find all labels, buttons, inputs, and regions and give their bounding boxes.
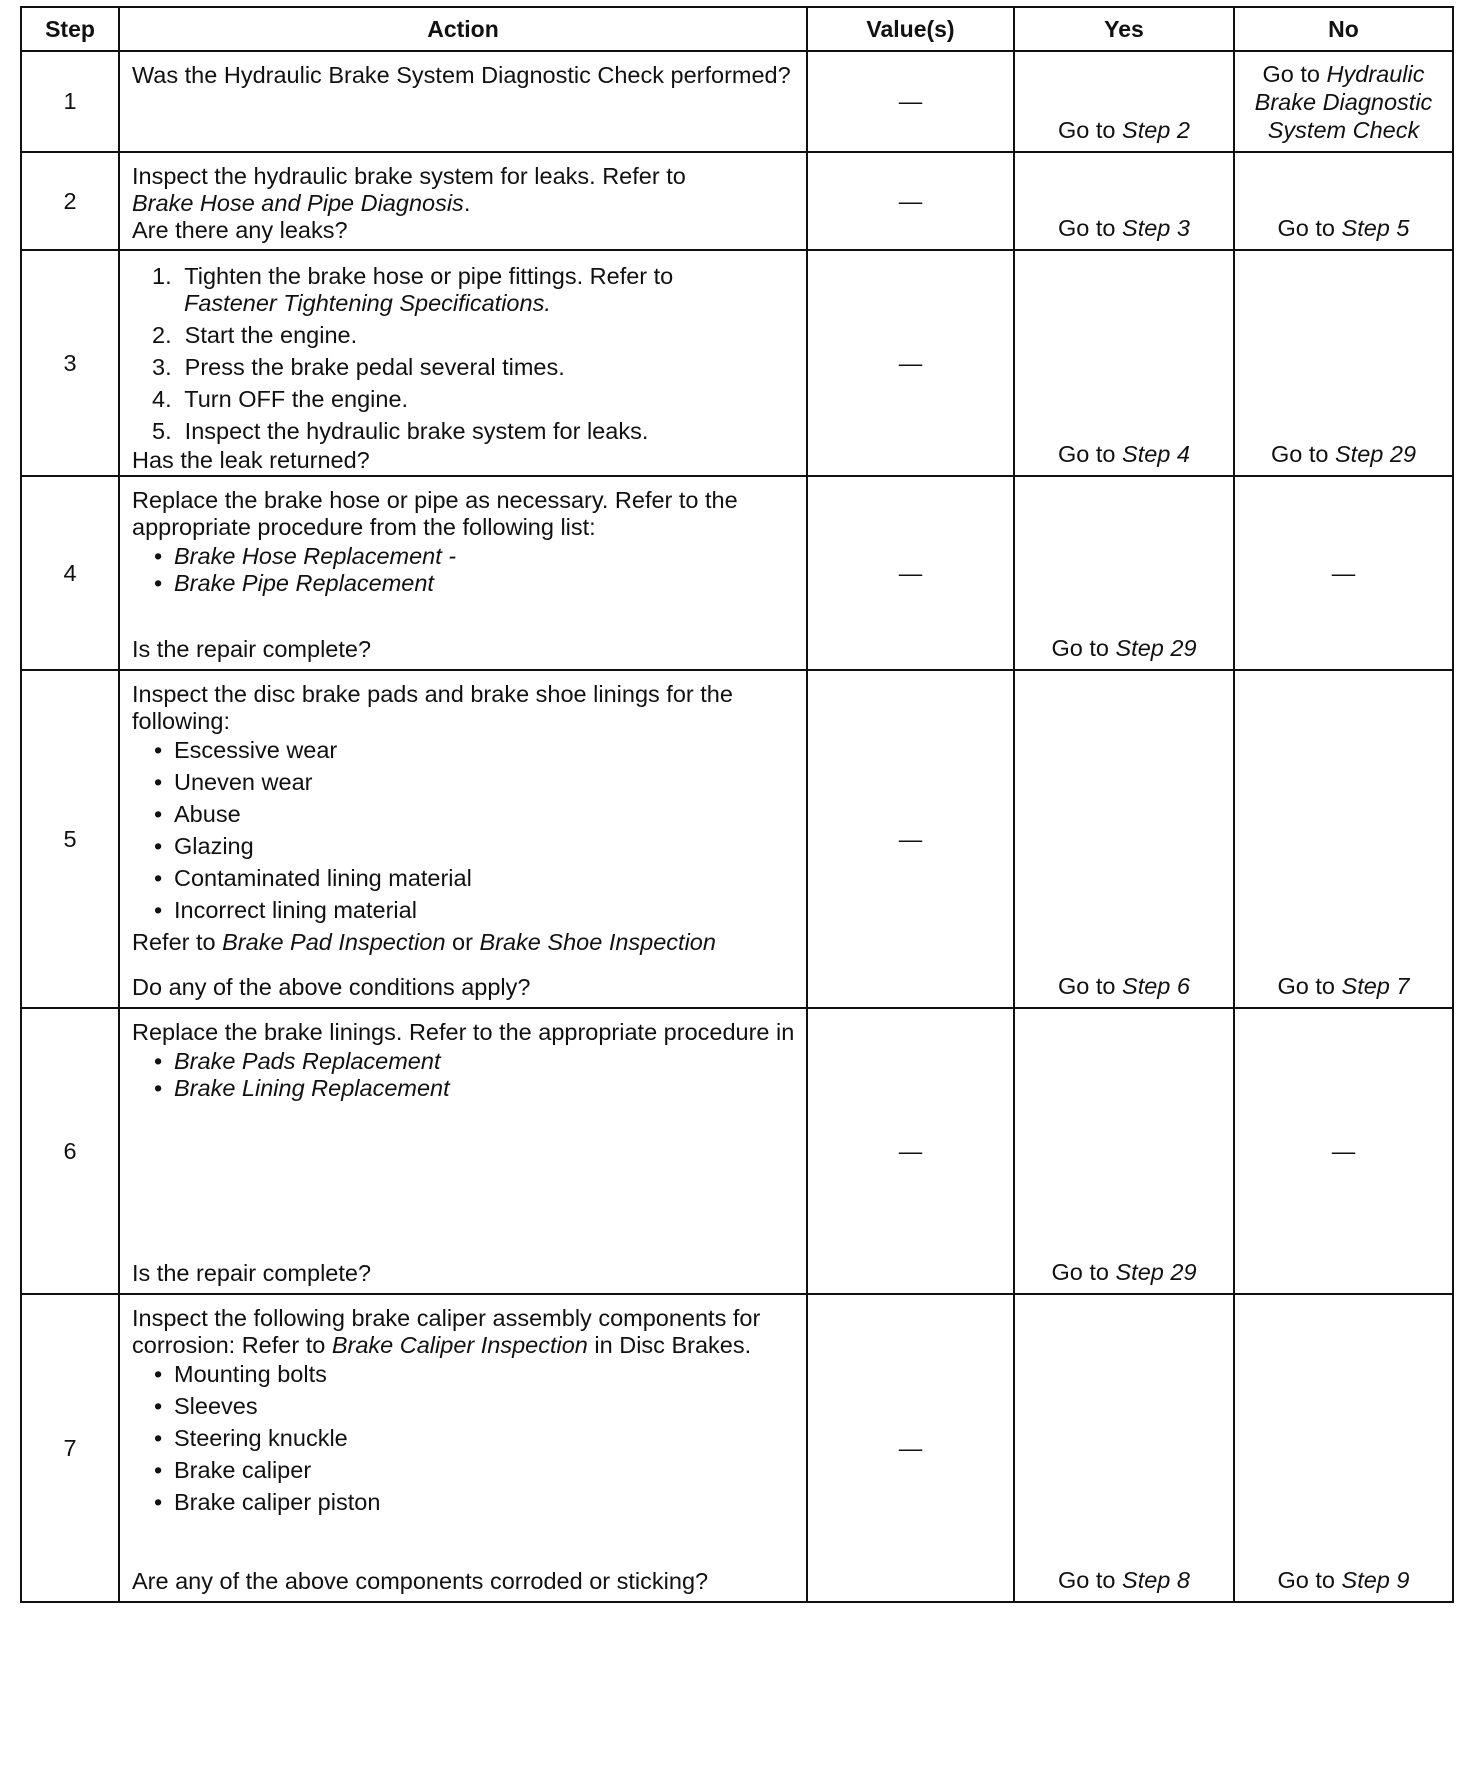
no-cell <box>1234 250 1453 476</box>
list-item-text: Turn OFF the engine. <box>184 386 409 412</box>
header-no: No <box>1234 7 1453 51</box>
yes-prefix: Go to <box>1058 215 1116 241</box>
step-number: 1 <box>21 51 119 152</box>
list-item-text: Start the engine. <box>184 322 358 348</box>
action-question: Are there any leaks? <box>132 217 348 243</box>
table-row <box>21 1294 1453 1602</box>
reference-link[interactable]: Brake Hose Replacement - <box>174 543 457 569</box>
header-value: Value(s) <box>807 7 1014 51</box>
yes-prefix: Go to <box>1058 117 1116 143</box>
list-item: • Mounting bolts <box>132 1361 796 1388</box>
header-step: Step <box>21 7 119 51</box>
table-row <box>21 670 1453 1008</box>
value-cell: — <box>807 152 1014 250</box>
no-cell: — <box>1234 476 1453 670</box>
no-prefix: Go to <box>1262 61 1320 87</box>
bullet-list <box>132 1361 796 1516</box>
action-cell <box>119 152 807 250</box>
yes-cell <box>1014 476 1234 670</box>
bullet-list <box>132 737 796 924</box>
yes-cell <box>1014 1294 1234 1602</box>
reference-suffix: . <box>463 190 471 216</box>
yes-prefix: Go to <box>1051 635 1109 661</box>
list-item: • Steering knuckle <box>132 1425 796 1452</box>
yes-prefix: Go to <box>1051 1259 1109 1285</box>
yes-link[interactable]: Step 8 <box>1122 1567 1190 1593</box>
step-number: 2 <box>21 152 119 250</box>
action-question: Is the repair complete? <box>132 1260 372 1286</box>
list-item <box>132 354 796 381</box>
reference-link[interactable]: Brake Lining Replacement <box>174 1075 450 1101</box>
reference-link[interactable]: Brake Pad Inspection <box>222 929 446 955</box>
action-cell <box>119 476 807 670</box>
action-cell <box>119 1294 807 1602</box>
yes-prefix: Go to <box>1058 973 1116 999</box>
value-cell: — <box>807 670 1014 1008</box>
numbered-list <box>132 263 796 445</box>
no-prefix: Go to <box>1270 441 1329 467</box>
action-question: Has the leak returned? <box>132 447 370 473</box>
yes-cell <box>1014 51 1234 152</box>
header-yes: Yes <box>1014 7 1234 51</box>
list-item <box>132 386 796 413</box>
action-question: Is the repair complete? <box>132 636 372 662</box>
no-cell: — <box>1234 1008 1453 1294</box>
list-item: • Uneven wear <box>132 769 796 796</box>
table-row <box>21 152 1453 250</box>
action-question: Are any of the above components corroded or sticking? <box>132 1568 709 1594</box>
refer-text <box>132 929 796 956</box>
no-cell <box>1234 1294 1453 1602</box>
table-row <box>21 250 1453 476</box>
action-text: Replace the brake linings. Refer to the appropriate procedure in <box>132 1019 795 1045</box>
reference-link[interactable]: Brake Pads Replacement <box>174 1048 441 1074</box>
list-item-text: Press the brake pedal several times. <box>184 354 565 380</box>
table-row <box>21 51 1453 152</box>
list-item: • Brake caliper <box>132 1457 796 1484</box>
action-cell <box>119 670 807 1008</box>
header-row <box>21 7 1453 51</box>
list-item <box>132 543 796 570</box>
no-link[interactable]: Hydraulic Brake Diagnostic System Check <box>1254 61 1433 143</box>
list-item: • Contaminated lining material <box>132 865 796 892</box>
list-item <box>132 570 796 597</box>
action-cell <box>119 250 807 476</box>
no-cell <box>1234 670 1453 1008</box>
no-link[interactable]: Step 7 <box>1341 973 1410 999</box>
yes-cell <box>1014 152 1234 250</box>
value-cell: — <box>807 1294 1014 1602</box>
action-text: Was the Hydraulic Brake System Diagnostic Check performed? <box>132 62 791 88</box>
list-number: 5. <box>152 418 172 444</box>
yes-cell <box>1014 250 1234 476</box>
refer-or: or <box>452 929 473 955</box>
step-number: 7 <box>21 1294 119 1602</box>
reference-link[interactable]: Brake Shoe Inspection <box>479 929 716 955</box>
list-item <box>132 418 796 445</box>
yes-link[interactable]: Step 6 <box>1122 973 1190 999</box>
list-item <box>132 263 796 317</box>
yes-prefix: Go to <box>1058 1567 1116 1593</box>
no-cell <box>1234 51 1453 152</box>
value-cell: — <box>807 1008 1014 1294</box>
bullet-list <box>132 543 796 597</box>
reference-link[interactable]: Brake Hose and Pipe Diagnosis <box>132 190 464 216</box>
action-text-tail: in Disc Brakes. <box>594 1332 752 1358</box>
value-cell: — <box>807 250 1014 476</box>
diagnostic-table <box>20 6 1454 1603</box>
no-link[interactable]: Step 5 <box>1341 215 1410 241</box>
step-number: 5 <box>21 670 119 1008</box>
action-question: Do any of the above conditions apply? <box>132 974 531 1000</box>
action-text <box>132 1305 796 1359</box>
step-number: 3 <box>21 250 119 476</box>
no-cell <box>1234 152 1453 250</box>
list-item: • Incorrect lining material <box>132 897 796 924</box>
list-item: • Abuse <box>132 801 796 828</box>
list-number: 2. <box>152 322 172 348</box>
yes-link[interactable]: Step 3 <box>1122 215 1190 241</box>
yes-prefix: Go to <box>1058 441 1116 467</box>
list-number: 4. <box>152 386 172 412</box>
list-item <box>132 1048 796 1075</box>
value-cell: — <box>807 476 1014 670</box>
yes-link[interactable]: Step 29 <box>1115 1259 1197 1285</box>
yes-link[interactable]: Step 2 <box>1122 117 1190 143</box>
list-number: 3. <box>152 354 172 380</box>
step-number: 4 <box>21 476 119 670</box>
value-cell: — <box>807 51 1014 152</box>
table-row <box>21 476 1453 670</box>
no-prefix: Go to <box>1277 1567 1335 1593</box>
action-text: Inspect the disc brake pads and brake shoe linings for the following: <box>132 681 733 734</box>
action-text-lead: Inspect the following brake caliper assembly components for corrosion: Refer to <box>132 1305 761 1358</box>
no-prefix: Go to <box>1277 973 1335 999</box>
action-text: Replace the brake hose or pipe as necessary. Refer to the appropriate procedure from the following list: <box>132 487 738 540</box>
list-item: • Sleeves <box>132 1393 796 1420</box>
list-item: • Escessive wear <box>132 737 796 764</box>
reference-link[interactable]: Brake Caliper Inspection <box>331 1332 588 1358</box>
step-number: 6 <box>21 1008 119 1294</box>
no-prefix: Go to <box>1277 215 1335 241</box>
yes-cell <box>1014 670 1234 1008</box>
reference-link[interactable]: Brake Pipe Replacement <box>174 570 434 596</box>
action-cell <box>119 51 807 152</box>
list-item-text: Tighten the brake hose or pipe fittings. Refer to <box>184 263 674 289</box>
header-action: Action <box>119 7 807 51</box>
list-item <box>132 1075 796 1102</box>
yes-link[interactable]: Step 4 <box>1122 441 1190 467</box>
table-row <box>21 1008 1453 1294</box>
action-text-lead: Inspect the hydraulic brake system for leaks. Refer to <box>132 163 686 189</box>
no-link[interactable]: Step 9 <box>1341 1567 1410 1593</box>
action-text <box>132 163 796 217</box>
list-number: 1. <box>152 263 172 289</box>
refer-prefix: Refer to <box>132 929 216 955</box>
reference-link[interactable]: Fastener Tightening Specifications. <box>184 290 551 316</box>
list-item <box>132 322 796 349</box>
list-item: • Glazing <box>132 833 796 860</box>
list-item: • Brake caliper piston <box>132 1489 796 1516</box>
yes-cell <box>1014 1008 1234 1294</box>
yes-link[interactable]: Step 29 <box>1115 635 1197 661</box>
no-link[interactable]: Step 29 <box>1335 441 1417 467</box>
list-item-text: Inspect the hydraulic brake system for leaks. <box>184 418 649 444</box>
bullet-list <box>132 1048 796 1102</box>
action-cell <box>119 1008 807 1294</box>
